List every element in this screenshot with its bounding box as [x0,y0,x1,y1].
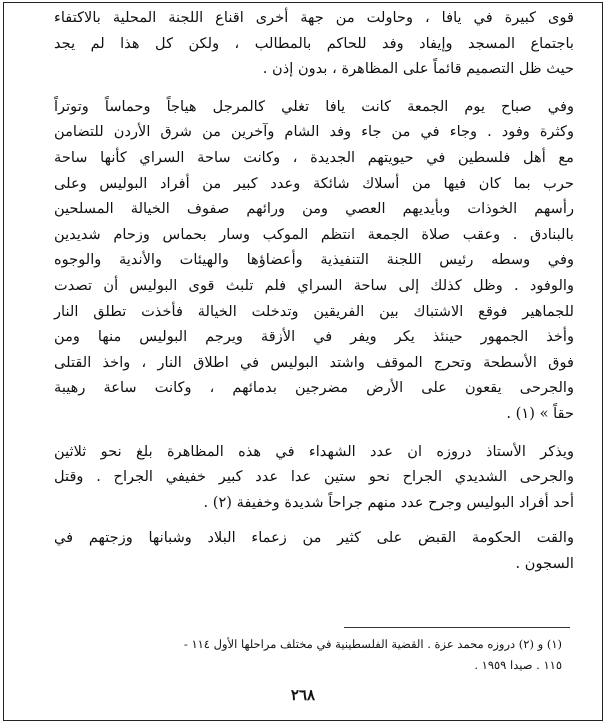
text-line: قوى كبيرة في يافا ، وحاولت من جهة أخرى اقناع اللجنة المحلية بالاكتفاء [54,9,574,26]
text-line: مع أهل فلسطين في حيويتهم الجديدة ، وكانت ساحة السراي كأنها ساحة [54,148,574,166]
paragraph-4 [54,525,574,576]
text-line: ويذكر الأستاذ دروزه ان عدد الشهداء في هذه المظاهرة بلغ نحو ثلاثين [54,442,574,460]
text-line: حرب بما كان فيها من أسلاك شائكة وعدد كبير من أفراد البوليس وعلى [54,174,574,192]
footnote-line: (١) و (٢) دروزه محمد عزة . القضية الفلسطينية في مختلف مراحلها الأول ١١٤ - [183,637,562,651]
footnote [88,634,562,676]
text-line: وفي صباح يوم الجمعة كانت يافا تغلي كالمرجل هياجاً وحماساً وتوتراً [54,97,574,115]
paragraph-2 [54,94,574,427]
body-text [54,5,574,584]
text-line: أحد أفراد البوليس وجرح عدد منهم جراحاً شديدة وخفيفة (٢) . [203,493,574,511]
text-line: حيث ظل التصميم قائماً على المظاهرة ، بدون إذن . [262,60,574,78]
text-line: وكثرة وفود . وجاء في من جاء وفد الشام وآخرين من شرق الأردن للتضامن [54,123,574,141]
text-line: السجون . [515,554,574,572]
paragraph-3 [54,439,574,516]
footnote-line: ١١٥ . صيدا ١٩٥٩ . [474,658,562,672]
footnote-divider [344,627,570,628]
text-line: بالبنادق . وعقب صلاة الجمعة انتظم الموكب وسار بحماس وزحام شديدين [54,225,574,243]
text-line: حقاً » (١) . [506,404,574,422]
text-line: للجماهير فوقع الاشتباك بين الفريقين وتدخلت الخيالة فأخذت تطلق النار [54,302,574,320]
text-line: وأخذ الجمهور حينئذ يكر ويفر في الأزقة ويرجم البوليس منها ومن [54,328,574,346]
book-page [3,2,603,721]
text-line: والقت الحكومة القبض على كثير من زعماء البلاد وشبانها وزجتهم في [54,529,574,547]
text-line: والوفود . وظل كذلك إلى ساحة السراي فلم تلبث قوى البوليس أن تصدت [54,276,574,294]
text-line: باجتماع المسجد وإيفاد وفد للحاكم بالمطالب ، ولكن كل هذا لم يجد [54,34,574,52]
text-line: والجرحى يقعون على الأرض مضرجين بدمائهم ، وكانت ساعة رهيبة [54,379,574,397]
text-line: رأسهم الخوذات وبأيديهم العصي ومن ورائهم صفوف الخيالة المسلحين [54,200,574,218]
page-number: ٢٦٨ [290,686,316,704]
text-line: والجرحى الشديدي الجراح نحو ستين عدا عدد كبير خفيفي الجراح . وقتل [54,468,574,486]
paragraph-1 [54,5,574,82]
text-line: فوق الأسطحة وتحرج الموقف واشتد البوليس في اطلاق النار ، واخذ القتلى [54,353,574,371]
text-line: وفي وسطه رئيس اللجنة التنفيذية وأعضاؤها والهيئات والأندية والوجوه [54,251,574,269]
